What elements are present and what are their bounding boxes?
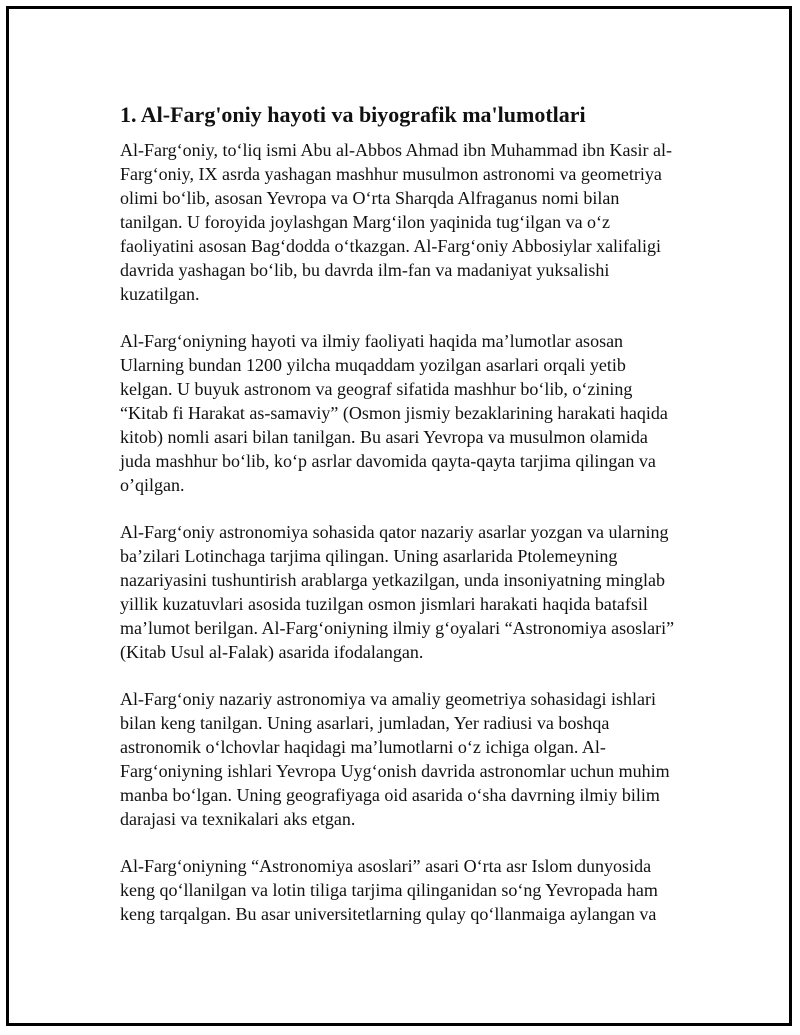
paragraph: [120, 520, 680, 664]
paragraph: [120, 854, 680, 926]
text-line: olimi bo‘lib, asosan Yevropa va O‘rta Sharqda Alfraganus nomi bilan: [120, 188, 620, 208]
text-line: darajasi va texnikalari aks etgan.: [120, 809, 356, 829]
text-line: kuzatilgan.: [120, 284, 200, 304]
text-line: Al-Farg‘oniy astronomiya sohasida qator nazariy asarlar yozgan va ularning: [120, 522, 669, 542]
text-line: tanilgan. U foroyida joylashgan Marg‘ilon yaqinida tug‘ilgan va o‘z: [120, 212, 611, 232]
text-line: juda mashhur bo‘lib, ko‘p asrlar davomida qayta-qayta tarjima qilingan va: [120, 451, 656, 471]
text-line: bilan keng tanilgan. Uning asarlari, jumladan, Yer radiusi va boshqa: [120, 713, 610, 733]
page-frame: [6, 6, 792, 1026]
text-line: faoliyatini asosan Bag‘dodda o‘tkazgan. Al-Farg‘oniy Abbosiylar xalifaligi: [120, 236, 662, 256]
text-line: ba’zilari Lotinchaga tarjima qilingan. Uning asarlarida Ptolemeyning: [120, 546, 618, 566]
text-line: davrida yashagan bo‘lib, bu davrda ilm-fan va madaniyat yuksalishi: [120, 260, 610, 280]
paragraph: [120, 687, 680, 831]
text-line: astronomik o‘lchovlar haqidagi ma’lumotlarni o‘z ichiga olgan. Al-: [120, 737, 606, 757]
text-line: Farg‘oniy, IX asrda yashagan mashhur musulmon astronomi va geometriya: [120, 164, 662, 184]
text-line: o’qilgan.: [120, 475, 185, 495]
paragraph: [120, 138, 680, 306]
document-body: [120, 100, 680, 949]
text-line: manba bo‘lgan. Uning geografiyaga oid asarida o‘sha davrning ilmiy bilim: [120, 785, 660, 805]
paragraph-list: [120, 138, 680, 926]
text-line: Al-Farg‘oniyning “Astronomiya asoslari” asari O‘rta asr Islom dunyosida: [120, 856, 652, 876]
text-line: (Kitab Usul al-Falak) asarida ifodalangan.: [120, 642, 424, 662]
text-line: ma’lumot berilgan. Al-Farg‘oniyning ilmiy g‘oyalari “Astronomiya asoslari”: [120, 618, 675, 638]
text-line: kitob) nomli asari bilan tanilgan. Bu asari Yevropa va musulmon olamida: [120, 427, 648, 447]
text-line: Al-Farg‘oniy nazariy astronomiya va amaliy geometriya sohasidagi ishlari: [120, 689, 657, 709]
text-line: Ularning bundan 1200 yilcha muqaddam yozilgan asarlari orqali yetib: [120, 355, 626, 375]
text-line: nazariyasini tushuntirish arablarga yetkazilgan, unda insoniyatning minglab: [120, 570, 666, 590]
text-line: Al-Farg‘oniyning hayoti va ilmiy faoliyati haqida ma’lumotlar asosan: [120, 331, 624, 351]
text-line: “Kitab fi Harakat as-samaviy” (Osmon jismiy bezaklarining harakati haqida: [120, 403, 668, 423]
text-line: keng qo‘llanilgan va lotin tiliga tarjima qilinganidan so‘ng Yevropada ham: [120, 880, 658, 900]
text-line: keng tarqalgan. Bu asar universitetlarning qulay qo‘llanmaiga aylangan va: [120, 904, 657, 924]
text-line: Farg‘oniyning ishlari Yevropa Uyg‘onish davrida astronomlar uchun muhim: [120, 761, 670, 781]
section-heading: 1. Al-Farg'oniy hayoti va biyografik ma'lumotlari: [120, 102, 586, 127]
paragraph: [120, 329, 680, 497]
text-line: yillik kuzatuvlari asosida tuzilgan osmon jismlari harakati haqida batafsil: [120, 594, 648, 614]
text-line: Al-Farg‘oniy, to‘liq ismi Abu al-Abbos Ahmad ibn Muhammad ibn Kasir al-: [120, 140, 672, 160]
text-line: kelgan. U buyuk astronom va geograf sifatida mashhur bo‘lib, o‘zining: [120, 379, 633, 399]
